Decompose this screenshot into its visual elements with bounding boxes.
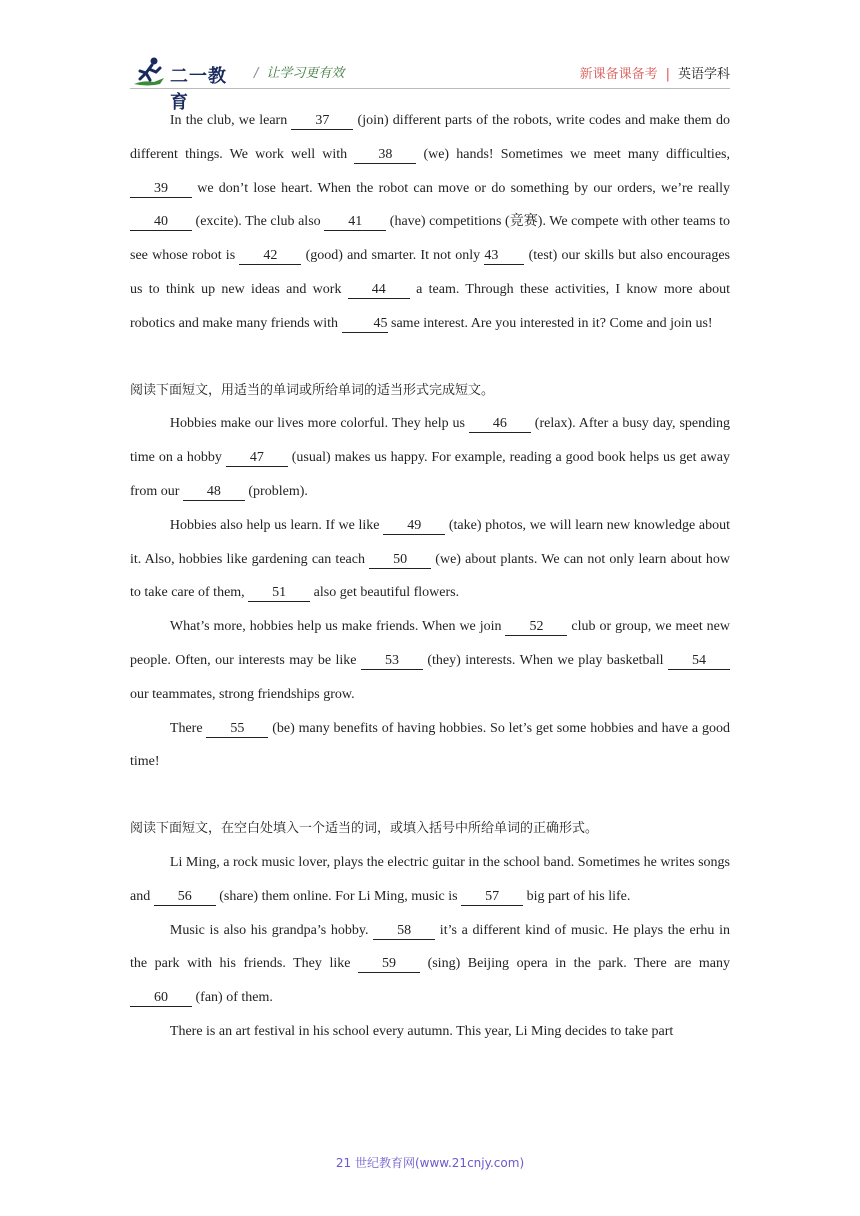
text-run: (be) many benefits of having hobbies. So let’s get some hobbies and have a good time! <box>130 720 730 770</box>
section2-paragraph-1 <box>130 407 730 508</box>
text-run: (test) our skills but also encourages us to think up new ideas and work <box>130 248 730 297</box>
section2-instruction: 阅读下面短文，用适当的单词或所给单词的适当形式完成短文。 <box>130 382 495 398</box>
header-course-info <box>580 63 730 82</box>
blank-37[interactable]: 37 <box>291 113 353 130</box>
text-run: also get beautiful flowers. <box>310 585 460 601</box>
blank-56[interactable]: 56 <box>154 889 216 906</box>
text-run: Li Ming, a rock music lover, plays the electric guitar in the school band. Sometimes he writes songs and <box>130 854 730 904</box>
text-run: it’s a different kind of music. He plays the erhu in the park with his friends. They like <box>130 922 730 972</box>
text-run: (share) them online. For Li Ming, music is <box>215 888 462 904</box>
blank-50[interactable]: 50 <box>369 552 431 569</box>
text-run: (problem). <box>244 483 308 499</box>
blank-43[interactable]: 43 <box>484 248 524 265</box>
text-run: (relax). After a busy day, spending time on a hobby <box>130 416 730 466</box>
blank-39[interactable]: 39 <box>130 181 192 198</box>
text-run: Hobbies make our lives more colorful. They help us <box>169 416 469 432</box>
header-separator: | <box>665 67 670 82</box>
blank-38[interactable]: 38 <box>354 147 416 164</box>
text-run: (have) competitions (竞赛). We compete with other teams to see whose robot is <box>130 214 730 264</box>
blank-51[interactable]: 51 <box>248 585 310 602</box>
runner-logo-icon <box>130 56 170 88</box>
blank-40[interactable]: 40 <box>130 214 192 231</box>
text-run: club or group, we meet new people. Often, our interests may be like <box>130 619 730 668</box>
text-run: Music is also his grandpa’s hobby. <box>169 922 374 938</box>
text-run: What’s more, hobbies help us make friends. When we join <box>169 619 506 635</box>
blank-52[interactable]: 52 <box>505 619 567 636</box>
text-run: There <box>169 720 207 736</box>
section3-instruction: 阅读下面短文，在空白处填入一个适当的词，或填入括号中所给单词的正确形式。 <box>130 821 599 837</box>
blank-46[interactable]: 46 <box>469 416 531 433</box>
slogan-text: 让学习更有效 <box>266 66 345 81</box>
blank-45[interactable]: 45 <box>342 316 388 333</box>
section2-paragraph-4 <box>130 712 730 780</box>
text-run: (we) hands! Sometimes we meet many difficulties, <box>416 146 730 162</box>
blank-58[interactable]: 58 <box>373 923 435 940</box>
passage1-paragraph <box>130 104 730 341</box>
text-run: (sing) Beijing opera in the park. There are many <box>420 956 730 972</box>
blank-59[interactable]: 59 <box>358 956 420 973</box>
subject-label: 英语学科 <box>677 67 730 82</box>
section-gap <box>130 341 730 374</box>
section3-paragraph-3 <box>130 1015 730 1049</box>
text-run: (they) interests. When we play basketball <box>422 652 668 668</box>
text-run: Hobbies also help us learn. If we like <box>169 517 384 533</box>
slogan <box>254 62 344 81</box>
text-run: (fan) of them. <box>192 990 273 1006</box>
text-run: (excite). The club also <box>192 214 325 230</box>
text-run: (usual) makes us happy. For example, reading a good book helps us get away from our <box>130 450 730 499</box>
blank-55[interactable]: 55 <box>206 721 268 738</box>
text-run: (we) about plants. We can not only learn about how to take care of them, <box>130 551 730 601</box>
blank-57[interactable]: 57 <box>461 889 523 906</box>
logo-text: 二一教育 <box>170 66 227 113</box>
blank-53[interactable]: 53 <box>361 653 423 670</box>
section2-paragraph-2 <box>130 509 730 610</box>
document-body <box>130 104 730 1049</box>
section3-paragraph-1 <box>130 846 730 914</box>
blank-60[interactable]: 60 <box>130 990 192 1007</box>
page-header <box>130 54 730 113</box>
text-run: (join) different parts of the robots, write codes and make them do different things. We work well with <box>130 113 730 162</box>
header-divider <box>130 88 730 89</box>
page-footer[interactable]: 21 世纪教育网(www.21cnjy.com) <box>335 1156 525 1170</box>
blank-49[interactable]: 49 <box>383 518 445 535</box>
blank-47[interactable]: 47 <box>226 450 288 467</box>
blank-54[interactable]: 54 <box>668 653 730 670</box>
text-run: a team. Through these activities, I know more about robotics and make many friends with <box>130 281 731 331</box>
text-run: There is an art festival in his school every autumn. This year, Li Ming decides to take part <box>169 1023 674 1039</box>
blank-41[interactable]: 41 <box>324 214 386 231</box>
logo <box>130 56 240 113</box>
blank-44[interactable]: 44 <box>348 282 410 299</box>
blank-42[interactable]: 42 <box>239 248 301 265</box>
course-label: 新课备课备考 <box>579 67 658 82</box>
blank-48[interactable]: 48 <box>183 484 245 501</box>
slash-divider: / <box>254 66 259 81</box>
text-run: (take) photos, we will learn new knowledge about it. Also, hobbies like gardening can teach <box>130 517 731 567</box>
text-run: same interest. Are you interested in it? Come and join us! <box>387 315 713 331</box>
section3-paragraph-2 <box>130 914 730 1015</box>
text-run: big part of his life. <box>523 888 631 904</box>
text-run: we don’t lose heart. When the robot can move or do something by our orders, we’re really <box>192 180 730 196</box>
section2-paragraph-3 <box>130 610 730 711</box>
text-run: our teammates, strong friendships grow. <box>130 686 355 702</box>
section-gap <box>130 779 730 812</box>
text-run: In the club, we learn <box>169 113 292 128</box>
text-run: (good) and smarter. It not only <box>301 248 485 264</box>
